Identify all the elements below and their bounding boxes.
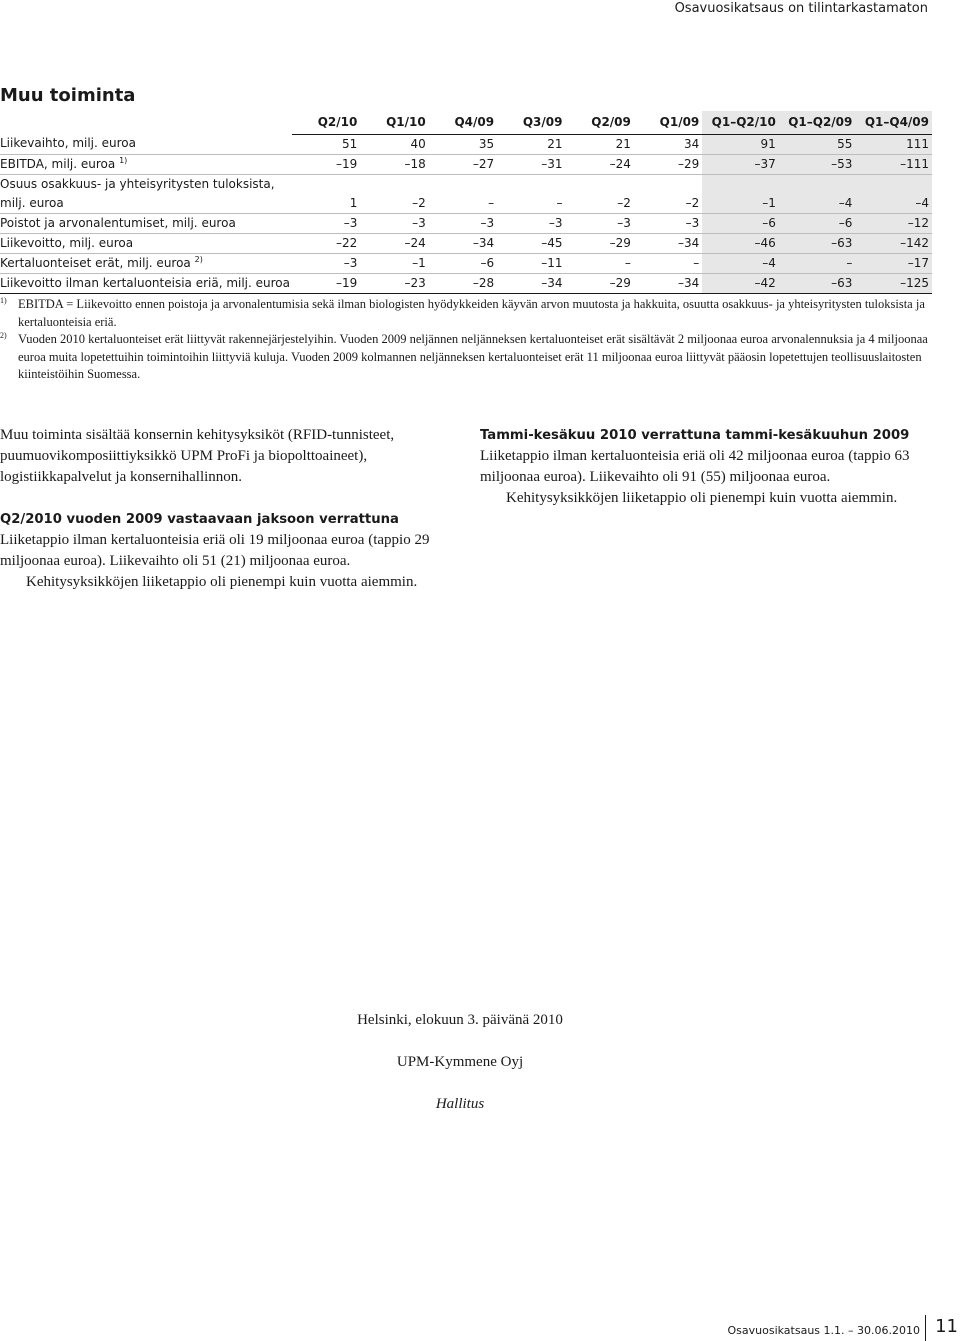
table-cell: –3 xyxy=(292,213,360,233)
footer-divider xyxy=(925,1315,926,1341)
h1-comparison-heading: Tammi-kesäkuu 2010 verrattuna tammi-kesäkuuhun 2009 xyxy=(480,428,910,443)
table-cell xyxy=(634,174,702,194)
row-label xyxy=(0,134,292,154)
row-label xyxy=(0,233,292,253)
table-cell: – xyxy=(429,194,497,214)
table-cell: –125 xyxy=(855,273,932,293)
table-cell: – xyxy=(497,194,565,214)
footnote-reference: 2) xyxy=(194,254,203,264)
table-column-header: Q2/10 xyxy=(292,111,360,134)
q2-paragraph-1: Liiketappio ilman kertaluonteisia eriä oli 19 miljoonaa euroa (tappio 29 miljoonaa euroa). Liikevaihto oli 51 (21) miljoonaa euroa. xyxy=(0,532,430,569)
table-cell xyxy=(360,174,428,194)
table-cell: –12 xyxy=(855,213,932,233)
row-label-text: Osuus osakkuus- ja yhteisyritysten tuloksista, xyxy=(0,176,275,191)
table-cell xyxy=(566,174,634,194)
footnote-text: EBITDA = Liikevoitto ennen poistoja ja arvonalentumisia sekä ilman biologisten hyödykkeiden käyvän arvon muutosta ja hakkuita, osuutta osakkuus- ja yhteisyritysten tuloksista ja kertaluonteisia eriä. xyxy=(18,297,925,329)
table-cell: –6 xyxy=(779,213,856,233)
table-cell: –17 xyxy=(855,253,932,273)
table-cell: –37 xyxy=(702,154,779,174)
table-cell: –34 xyxy=(429,233,497,253)
footnote-2 xyxy=(0,331,932,384)
row-label-text: Liikevaihto, milj. euroa xyxy=(0,136,137,151)
table-cell: –3 xyxy=(497,213,565,233)
row-label xyxy=(0,194,292,214)
row-label xyxy=(0,154,292,174)
table-cell: –3 xyxy=(429,213,497,233)
table-cell: –3 xyxy=(634,213,702,233)
table-column-header: Q2/09 xyxy=(566,111,634,134)
table-cell: –19 xyxy=(292,273,360,293)
table-cell: –19 xyxy=(292,154,360,174)
table-cell xyxy=(292,174,360,194)
table-cell: –27 xyxy=(429,154,497,174)
table-cell: –111 xyxy=(855,154,932,174)
table-cell: 21 xyxy=(497,134,565,154)
table-cell: 21 xyxy=(566,134,634,154)
table-column-header: Q1–Q2/10 xyxy=(702,111,779,134)
table-row xyxy=(0,194,932,214)
footnote-1 xyxy=(0,296,932,331)
table-column-header: Q1/09 xyxy=(634,111,702,134)
table-cell: –34 xyxy=(634,273,702,293)
table-column-header: Q4/09 xyxy=(429,111,497,134)
signature-company: UPM-Kymmene Oyj xyxy=(396,1054,524,1070)
table-cell: –1 xyxy=(360,253,428,273)
table-cell: –3 xyxy=(360,213,428,233)
table-cell xyxy=(497,174,565,194)
table-cell: –18 xyxy=(360,154,428,174)
table-cell: –29 xyxy=(634,154,702,174)
row-label xyxy=(0,213,292,233)
q2-paragraph-2: Kehitysyksikköjen liiketappio oli pienempi kuin vuotta aiemmin. xyxy=(26,574,418,590)
table-cell: –63 xyxy=(779,273,856,293)
h1-paragraph-1: Liiketappio ilman kertaluonteisia eriä oli 42 miljoonaa euroa (tappio 63 miljoonaa euroa). Liikevaihto oli 91 (55) miljoonaa euroa. xyxy=(480,448,910,485)
footnote-marker: 1) xyxy=(0,296,7,305)
table-cell: –22 xyxy=(292,233,360,253)
table-cell xyxy=(702,174,779,194)
row-label-text: EBITDA, milj. euroa xyxy=(0,156,116,171)
table-cell: –1 xyxy=(702,194,779,214)
footnote-marker: 2) xyxy=(0,331,7,340)
table-column-header: Q1–Q2/09 xyxy=(779,111,856,134)
table-cell: –46 xyxy=(702,233,779,253)
table-cell: –34 xyxy=(497,273,565,293)
right-column xyxy=(480,425,930,509)
row-label xyxy=(0,253,292,273)
table-cell: 111 xyxy=(855,134,932,154)
table-cell: –23 xyxy=(360,273,428,293)
table-cell: –45 xyxy=(497,233,565,253)
table-cell: –2 xyxy=(360,194,428,214)
table-row xyxy=(0,174,932,194)
financial-table xyxy=(0,111,932,294)
row-label xyxy=(0,273,292,293)
footnote-reference: 1) xyxy=(119,155,128,165)
table-cell: 40 xyxy=(360,134,428,154)
table-cell: – xyxy=(566,253,634,273)
table-cell: –42 xyxy=(702,273,779,293)
table-column-header: Q1–Q4/09 xyxy=(855,111,932,134)
table-cell: –28 xyxy=(429,273,497,293)
table-cell xyxy=(429,174,497,194)
table-cell: –2 xyxy=(634,194,702,214)
table-row xyxy=(0,134,932,154)
page-number: 11 xyxy=(935,1316,958,1337)
q2-comparison-heading: Q2/2010 vuoden 2009 vastaavaan jaksoon verrattuna xyxy=(0,512,399,527)
table-cell: –24 xyxy=(566,154,634,174)
table-cell: –31 xyxy=(497,154,565,174)
table-cell: 55 xyxy=(779,134,856,154)
table-cell: –34 xyxy=(634,233,702,253)
report-status-note: Osavuosikatsaus on tilintarkastamaton xyxy=(674,1,928,16)
row-label-text: Kertaluonteiset erät, milj. euroa xyxy=(0,255,191,270)
table-cell: 1 xyxy=(292,194,360,214)
table-cell: – xyxy=(779,253,856,273)
table-cell: –11 xyxy=(497,253,565,273)
row-label-text: Liikevoitto ilman kertaluonteisia eriä, milj. euroa xyxy=(0,275,290,290)
table-cell: –53 xyxy=(779,154,856,174)
table-row xyxy=(0,253,932,273)
table-cell: 91 xyxy=(702,134,779,154)
table-cell: 35 xyxy=(429,134,497,154)
table-cell: –4 xyxy=(855,194,932,214)
table-header-label xyxy=(0,111,292,134)
row-label-text: milj. euroa xyxy=(0,195,64,210)
table-cell xyxy=(855,174,932,194)
table-row xyxy=(0,273,932,293)
left-column xyxy=(0,425,445,593)
table-cell: 34 xyxy=(634,134,702,154)
table-cell: –4 xyxy=(702,253,779,273)
row-label-text: Liikevoitto, milj. euroa xyxy=(0,235,134,250)
footnote-text: Vuoden 2010 kertaluonteiset erät liittyvät rakennejärjestelyihin. Vuoden 2009 neljännen neljänneksen kertaluonteiset erät sisältävät 2 miljoonaa euroa arvonalennuksia ja 4 miljoonaa euroa muita lopetettuihin toimintoihin liittyviä kuluja. Vuoden 2009 kolmannen neljänneksen kertaluonteiset erät 11 miljoonaa euroa liittyvät pääosin lopetettujen teollisuuslaitosten kiinteistöihin Suomessa. xyxy=(18,332,928,381)
footer-report-name: Osavuosikatsaus 1.1. – 30.06.2010 xyxy=(727,1324,920,1337)
row-label xyxy=(0,174,292,194)
signature-board: Hallitus xyxy=(435,1096,485,1112)
table-cell: –3 xyxy=(566,213,634,233)
table-cell: –29 xyxy=(566,273,634,293)
table-cell: 51 xyxy=(292,134,360,154)
table-column-header: Q3/09 xyxy=(497,111,565,134)
table-cell: –142 xyxy=(855,233,932,253)
table-row xyxy=(0,154,932,174)
table-cell: –63 xyxy=(779,233,856,253)
table-cell: –2 xyxy=(566,194,634,214)
table-cell: –6 xyxy=(429,253,497,273)
intro-paragraph: Muu toiminta sisältää konsernin kehitysyksiköt (RFID-tunnisteet, puumuovikomposiittiyksikkö UPM ProFi ja biopolttoaineet), logistiikkapalvelut ja konsernihallinnon. xyxy=(0,427,395,485)
table-cell: – xyxy=(634,253,702,273)
row-label-text: Poistot ja arvonalentumiset, milj. euroa xyxy=(0,215,236,230)
table-cell: –24 xyxy=(360,233,428,253)
table-cell: –3 xyxy=(292,253,360,273)
table-cell: –4 xyxy=(779,194,856,214)
table-cell: –29 xyxy=(566,233,634,253)
h1-paragraph-2: Kehitysyksikköjen liiketappio oli pienempi kuin vuotta aiemmin. xyxy=(506,490,898,506)
section-title: Muu toiminta xyxy=(0,85,136,106)
table-column-header: Q1/10 xyxy=(360,111,428,134)
table-cell: –6 xyxy=(702,213,779,233)
table-cell xyxy=(779,174,856,194)
table-row xyxy=(0,213,932,233)
signature-place-date: Helsinki, elokuun 3. päivänä 2010 xyxy=(357,1012,563,1028)
table-row xyxy=(0,233,932,253)
table-header-row xyxy=(0,111,932,134)
